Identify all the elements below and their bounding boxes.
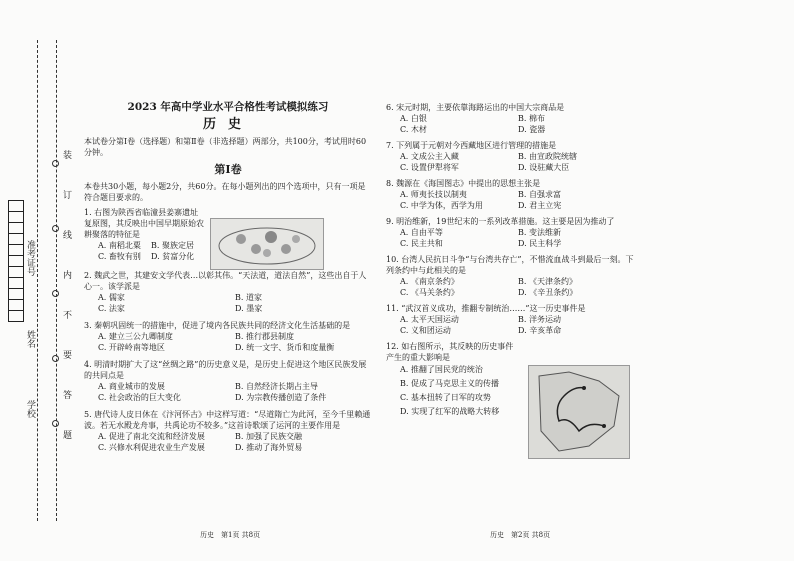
option: A. 建立三公九卿制度: [98, 332, 173, 341]
option: C. 义和团运动: [400, 326, 451, 335]
option: B. 推行郡县制度: [235, 332, 294, 341]
option: D. 实现了红军的战略大转移: [400, 407, 500, 416]
option: C. 法家: [98, 304, 125, 313]
binding-label-5: 不: [61, 310, 71, 319]
option: C. 畜牧有别: [98, 252, 141, 261]
binding-hole: [52, 290, 59, 297]
binding-label-4: 内: [61, 270, 71, 279]
question-stem: 10. 台湾人民抗日斗争“与台湾共存亡”，不惜流血战斗到最后一刻。下列条约中与此相关的是: [386, 255, 634, 275]
exam-title: 2023 年高中学业水平合格性考试模拟练习: [127, 101, 329, 113]
left-footer: 历史 第1页 共8页: [200, 531, 261, 539]
exam-intro: 本试卷分第Ⅰ卷（选择题）和第Ⅱ卷（非选择题）两部分，共100分，考试用时60分钟。: [84, 137, 367, 157]
binding-label-3: 线: [61, 230, 71, 239]
march-route-map: [528, 365, 630, 459]
question-12: [386, 341, 521, 419]
binding-label-7: 答: [61, 390, 71, 399]
option: B. 变法维新: [518, 228, 561, 237]
option: A. 自由平等: [400, 228, 443, 237]
question-11: [386, 303, 636, 336]
option: A. 商业城市的发展: [98, 382, 165, 391]
binding-label-8: 题: [61, 430, 71, 439]
question-8: [386, 178, 636, 211]
cut-line: [37, 40, 38, 521]
option: A. 文成公主入藏: [400, 152, 459, 161]
option: D. 统一文字、货币和度量衡: [235, 343, 335, 352]
binding-label-1: 装: [61, 150, 71, 159]
question-stem: 4. 明清时期扩大了这“丝绸之路”的历史意义是，是历史上促进这个地区民族发展的共同点是: [84, 360, 367, 380]
option: B. 自强求富: [518, 190, 561, 199]
left-column: [84, 102, 372, 453]
option: B. 由宣政院统辖: [518, 152, 577, 161]
option: B. 加强了民族交融: [235, 432, 302, 441]
option: C. 设置伊犁将军: [400, 163, 459, 172]
question-stem: 12. 如右图所示，其反映的历史事件产生的重大影响是: [386, 342, 514, 362]
option: B. 洋务运动: [518, 315, 561, 324]
question-stem: 11. “武汉首义成功，推翻专制统治……”这一历史事件是: [386, 304, 586, 313]
question-3: [84, 320, 372, 353]
right-footer: 历史 第2页 共8页: [490, 531, 551, 539]
binding-label-6: 要: [61, 350, 71, 359]
question-stem: 1. 右图为陕西省临潼县姜寨遗址复原图，其反映出中国早期原始农耕聚落的特征是: [84, 208, 204, 239]
question-stem: 2. 魏武之世，其建安文学代表…以彰其伟。“天法道，道法自然”，这些出自于人心一。该学派是: [84, 271, 367, 291]
site-reconstruction-image: [210, 218, 324, 270]
option: C. 基本扭转了日军的攻势: [400, 393, 491, 402]
option: D. 贫富分化: [151, 252, 195, 261]
option: C. 《马关条约》: [400, 288, 459, 297]
option: D. 推动了海外贸易: [235, 443, 303, 452]
option: A. 白银: [400, 114, 427, 123]
question-stem: 8. 魏源在《海国图志》中提出的思想主张是: [386, 179, 541, 188]
question-7: [386, 140, 636, 173]
binding-label-2: 订: [61, 190, 71, 199]
binding-line: [56, 40, 57, 521]
option: A. 太平天国运动: [400, 315, 459, 324]
option: B. 《天津条约》: [518, 277, 577, 286]
question-1: [84, 207, 204, 262]
exam-number-label: 准考证号: [25, 240, 35, 276]
option: B. 道家: [235, 293, 262, 302]
question-9: [386, 216, 636, 249]
binding-hole: [52, 420, 59, 427]
option: D. 瓷器: [518, 125, 546, 134]
school-label: 学校: [25, 400, 35, 418]
option: A. 儒家: [98, 293, 125, 302]
section-instructions: 本卷共30小题，每小题2分，共60分。在每小题列出的四个选项中，只有一项是符合题目要求的。: [84, 182, 366, 202]
exam-number-boxes: [8, 200, 24, 322]
question-5: [84, 409, 372, 453]
option: B. 棉布: [518, 114, 545, 123]
option: D. 《辛丑条约》: [518, 288, 578, 297]
question-stem: 3. 秦朝巩固统一的措施中，促进了境内各民族共同的经济文化生活基础的是: [84, 321, 351, 330]
option: D. 君主立宪: [518, 201, 562, 210]
option: B. 促成了马克思主义的传播: [400, 379, 499, 388]
question-stem: 9. 明治维新，19世纪末的一系列改革措施。这主要是因为推动了: [386, 217, 615, 226]
option: A. 师夷长技以制夷: [400, 190, 467, 199]
question-10: [386, 254, 636, 298]
option: C. 兴修水利促进农业生产发展: [98, 443, 205, 452]
option: D. 辛亥革命: [518, 326, 562, 335]
option: C. 木材: [400, 125, 427, 134]
option: A. 《南京条约》: [400, 277, 459, 286]
binding-hole: [52, 160, 59, 167]
option: C. 中学为体，西学为用: [400, 201, 483, 210]
subject-title: 历史: [202, 117, 253, 132]
option: A. 推翻了国民党的统治: [400, 365, 483, 374]
option: D. 为宗教传播创造了条件: [235, 393, 327, 402]
question-4: [84, 359, 372, 403]
binding-hole: [52, 355, 59, 362]
binding-hole: [52, 225, 59, 232]
option: C. 民主共和: [400, 239, 443, 248]
name-label: 姓名: [25, 330, 35, 348]
option: B. 聚族定居: [151, 241, 194, 250]
option: D. 设驻藏大臣: [518, 163, 570, 172]
option: A. 南稻北粟: [98, 241, 141, 250]
option: D. 民主科学: [518, 239, 562, 248]
question-6: [386, 102, 636, 135]
option: C. 开辟岭南等地区: [98, 343, 165, 352]
question-stem: 7. 下列属于元朝对今西藏地区进行管理的措施是: [386, 141, 557, 150]
option: D. 墨家: [235, 304, 263, 313]
option: B. 自然经济长期占主导: [235, 382, 318, 391]
question-2: [84, 270, 372, 314]
question-stem: 5. 唐代诗人皮日休在《汴河怀古》中这样写道：“尽道隋亡为此河，至今千里赖通波。若无水殿龙舟事，共禹论功不较多。”这首诗歌颂了运河的主要作用是: [84, 410, 371, 430]
question-stem: 6. 宋元时期，主要依靠海路运出的中国大宗商品是: [386, 103, 565, 112]
option: A. 促进了南北交流和经济发展: [98, 432, 205, 441]
option: C. 社会政治的巨大变化: [98, 393, 181, 402]
section-title: 第Ⅰ卷: [214, 163, 242, 176]
